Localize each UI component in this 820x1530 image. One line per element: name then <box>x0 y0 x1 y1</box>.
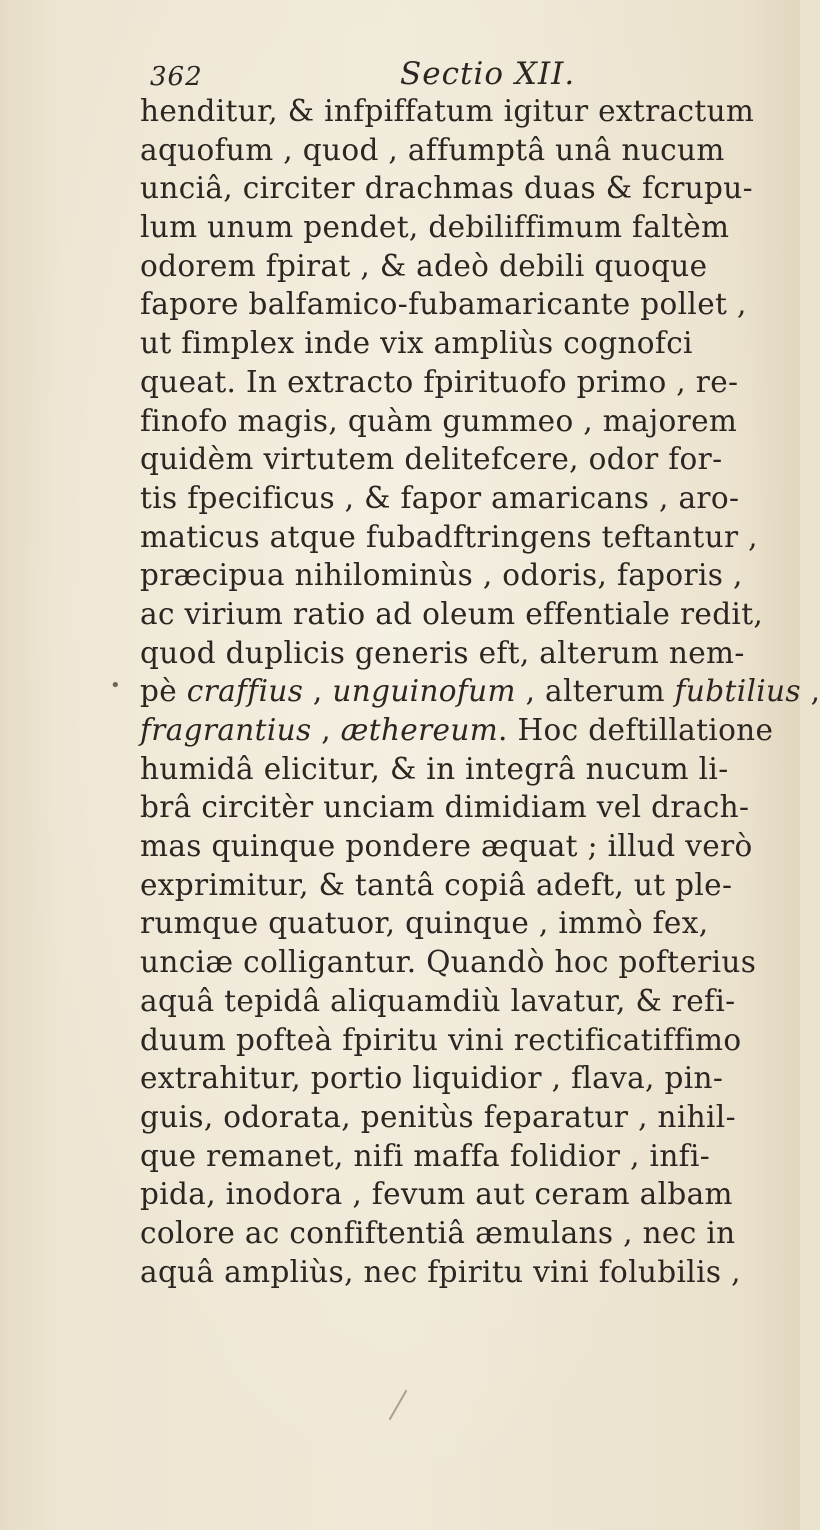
text-line: præcipua nihilominùs , odoris, faporis , <box>140 558 743 593</box>
text-line: guis, odorata, penitùs feparatur , nihil- <box>140 1099 736 1134</box>
page-number: 362 <box>150 62 203 92</box>
text-line: ut fimplex inde vix ampliùs cognofci <box>140 326 693 361</box>
text-line: duum pofteà fpiritu vini rectificatiffimo <box>140 1022 742 1057</box>
text-line: quidèm virtutem delitefcere, odor for- <box>140 442 723 477</box>
text-segment: pè <box>140 674 187 709</box>
text-line: tis fpecificus , & fapor amaricans , aro- <box>140 480 740 515</box>
italic-term: fragrantius <box>140 713 312 747</box>
text-line-italic-mixed <box>140 711 800 750</box>
text-line-italic-mixed <box>140 672 820 711</box>
text-line: unciæ colligantur. Quandò hoc pofterius <box>140 945 757 980</box>
text-line: maticus atque fubadftringens teftantur , <box>140 519 758 554</box>
page-header <box>150 42 750 94</box>
text-segment: , <box>800 674 820 709</box>
text-line: exprimitur, & tantâ copiâ adeft, ut ple- <box>140 867 733 902</box>
text-line: fapore balfamico-fubamaricante pollet , <box>140 287 747 322</box>
text-line: aquofum , quod , affumptâ unâ nucum <box>140 132 725 167</box>
text-line: lum unum pendet, debiliffimum faltèm <box>140 210 730 245</box>
text-line: pida, inodora , fevum aut ceram albam <box>140 1177 733 1212</box>
running-head: Sectio XII. <box>400 56 576 92</box>
text-line: mas quinque pondere æquat ; illud verò <box>140 829 753 864</box>
text-line: humidâ elicitur, & in integrâ nucum li- <box>140 751 729 786</box>
margin-mark: • <box>110 675 121 696</box>
text-line: brâ circitèr unciam dimidiam vel drach- <box>140 790 750 825</box>
text-line: unciâ, circiter drachmas duas & fcrupu- <box>140 171 753 206</box>
text-line: odorem fpirat , & adeò debili quoque <box>140 248 708 283</box>
text-line: colore ac confiftentiâ æmulans , nec in <box>140 1215 736 1250</box>
text-line: queat. In extracto fpirituofo primo , re- <box>140 364 739 399</box>
text-segment: . Hoc deftillatione <box>498 713 774 747</box>
text-line: extrahitur, portio liquidior , flava, pin- <box>140 1061 724 1096</box>
text-line: finofo magis, quàm gummeo , majorem <box>140 403 738 438</box>
text-line: rumque quatuor, quinque , immò fex, <box>140 906 709 941</box>
italic-term: æthereum <box>340 713 499 747</box>
stray-ink-mark <box>389 1390 408 1420</box>
text-line: aquâ tepidâ aliquamdiù lavatur, & refi- <box>140 983 736 1018</box>
text-segment: , <box>311 713 341 747</box>
text-line: henditur, & infpiffatum igitur extractum <box>140 94 755 128</box>
text-line: que remanet, nifi maffa folidior , infi- <box>140 1138 711 1173</box>
italic-term: fubtilius <box>674 674 801 709</box>
body-text <box>140 92 820 1291</box>
text-segment: , alterum <box>515 674 675 709</box>
text-line: aquâ ampliùs, nec fpiritu vini folubilis , <box>140 1254 741 1289</box>
text-line: quod duplicis generis eft, alterum nem- <box>140 635 745 670</box>
italic-term: unguinofum <box>332 674 516 709</box>
italic-term: craffius <box>186 674 304 709</box>
text-segment: , <box>303 674 333 709</box>
text-line: ac virium ratio ad oleum effentiale redit, <box>140 596 764 631</box>
